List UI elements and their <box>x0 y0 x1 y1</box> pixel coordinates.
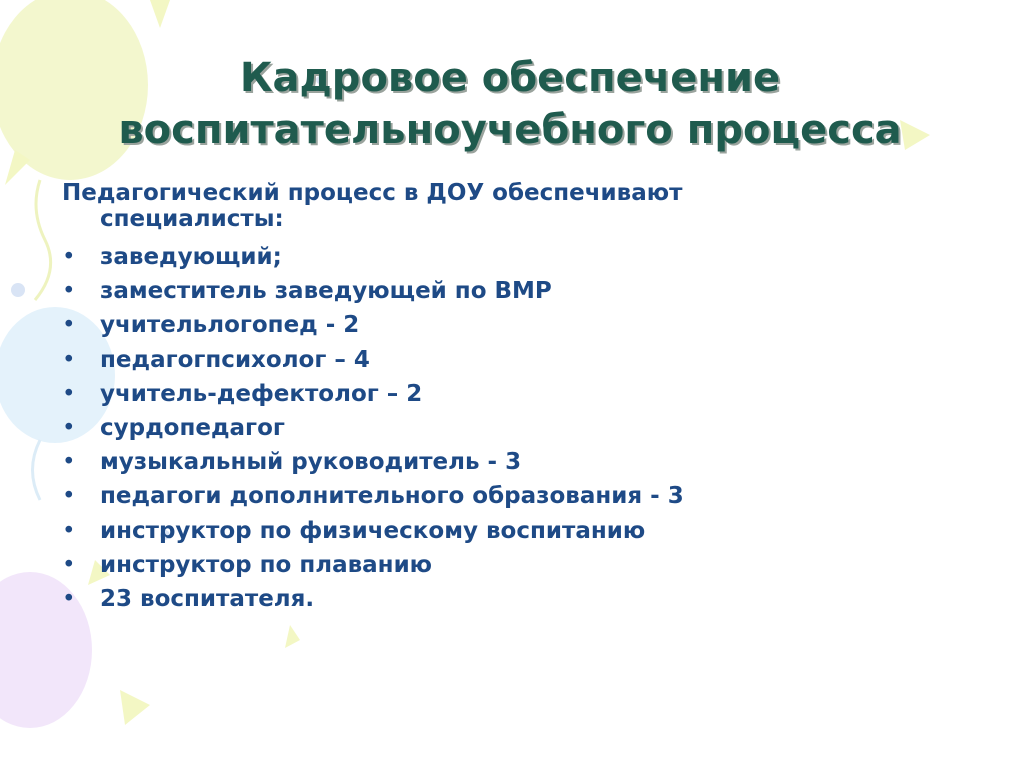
specialists-list <box>62 240 982 616</box>
list-item: • сурдопедагог <box>62 411 982 445</box>
bullet-icon: • <box>62 483 76 510</box>
list-item: • инструктор по плаванию <box>62 548 982 582</box>
list-item: • педагогпсихолог – 4 <box>62 343 982 377</box>
bullet-icon: • <box>62 244 76 270</box>
bullet-icon: • <box>62 346 76 373</box>
title-line-1: Кадровое обеспечение <box>239 55 781 101</box>
bullet-icon: • <box>62 380 76 407</box>
list-item: • педагоги дополнительного образования - 3 <box>62 479 982 513</box>
slide-title <box>30 52 990 156</box>
intro-line-1: Педагогический процесс в ДОУ обеспечивают <box>62 180 683 206</box>
list-item: • 23 воспитателя. <box>62 582 982 616</box>
list-item: • музыкальный руководитель - 3 <box>62 445 982 479</box>
intro-line-2: специалисты: <box>100 206 284 232</box>
bullet-icon: • <box>62 551 76 578</box>
bullet-icon: • <box>62 517 76 544</box>
bullet-icon: • <box>62 278 76 305</box>
intro-text <box>62 180 982 232</box>
slide-body <box>62 180 982 616</box>
list-item: • заведующий; <box>62 240 982 274</box>
title-line-2: воспитательноучебного процесса <box>118 107 902 153</box>
bullet-icon: • <box>62 585 76 612</box>
bullet-icon: • <box>62 414 76 441</box>
list-item: • учитель-дефектолог – 2 <box>62 377 982 411</box>
bullet-icon: • <box>62 449 76 476</box>
list-item: • учительлогопед - 2 <box>62 308 982 342</box>
list-item: • инструктор по физическому воспитанию <box>62 514 982 548</box>
bullet-icon: • <box>62 312 76 339</box>
list-item: • заместитель заведующей по ВМР <box>62 274 982 308</box>
